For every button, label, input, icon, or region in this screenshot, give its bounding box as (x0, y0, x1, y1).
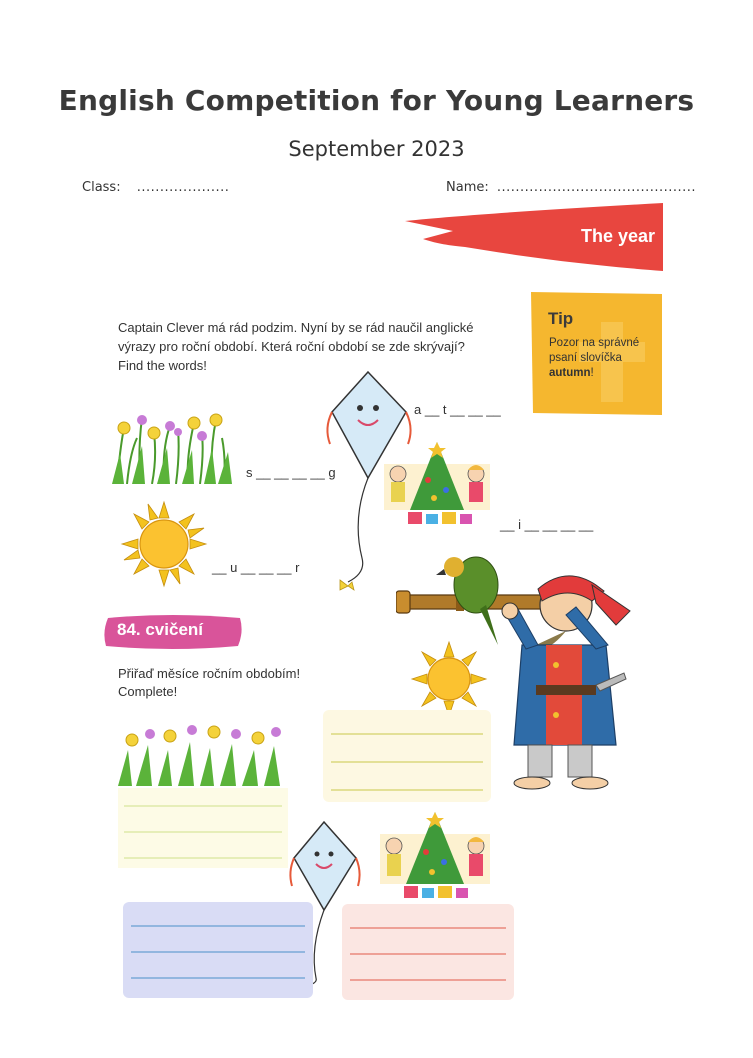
task1-intro (118, 318, 518, 375)
class-label: Class: (82, 180, 121, 195)
blank-autumn[interactable]: a __ t __ __ __ (414, 402, 501, 417)
summer-sun-illustration (117, 500, 211, 588)
winter-christmas-illustration (384, 440, 490, 528)
intro-line2: výrazy pro roční období. Která roční období se zde skrývají? (118, 339, 465, 354)
class-dots: .................... (136, 180, 230, 195)
blank-spring[interactable]: s __ __ __ __ g (246, 465, 336, 480)
blank-summer[interactable]: __ u __ __ __ r (212, 560, 300, 575)
instruction-line2: Complete! (118, 684, 178, 699)
instruction-line1: Přiřaď měsíce ročním obdobím! (118, 666, 301, 681)
intro-line1: Captain Clever má rád podzim. Nyní by se rád naučil anglické (118, 320, 474, 335)
exercise-instructions (118, 665, 368, 701)
tip-text (549, 336, 661, 381)
spring-flowers-illustration (112, 408, 232, 484)
name-label: Name: (446, 180, 489, 195)
tip-line1: Pozor na správné (549, 337, 640, 349)
winter-christmas-illustration-2 (380, 810, 490, 904)
tip-end: ! (590, 367, 594, 379)
name-dots: ........................................... (496, 180, 697, 195)
winter-answer-box[interactable] (342, 904, 514, 1000)
banner-title: The year (580, 226, 655, 246)
summer-answer-box[interactable] (323, 710, 491, 802)
spring-answer-box[interactable] (118, 788, 288, 868)
tip-title: Tip (548, 309, 574, 328)
spring-flowers-illustration-2 (118, 720, 284, 786)
tip-line2: psaní slovíčka (549, 352, 622, 364)
class-field (82, 180, 229, 195)
blank-winter[interactable]: __ i __ __ __ __ (500, 517, 594, 532)
exercise-title: 84. cvičení (117, 620, 204, 639)
autumn-answer-box[interactable] (123, 902, 313, 998)
page-subtitle: September 2023 (288, 137, 465, 161)
intro-line3: Find the words! (118, 358, 207, 373)
page-title: English Competition for Young Learners (58, 84, 695, 117)
name-field (446, 180, 696, 195)
tip-keyword: autumn (549, 367, 591, 379)
summer-sun-illustration-2 (407, 640, 491, 718)
